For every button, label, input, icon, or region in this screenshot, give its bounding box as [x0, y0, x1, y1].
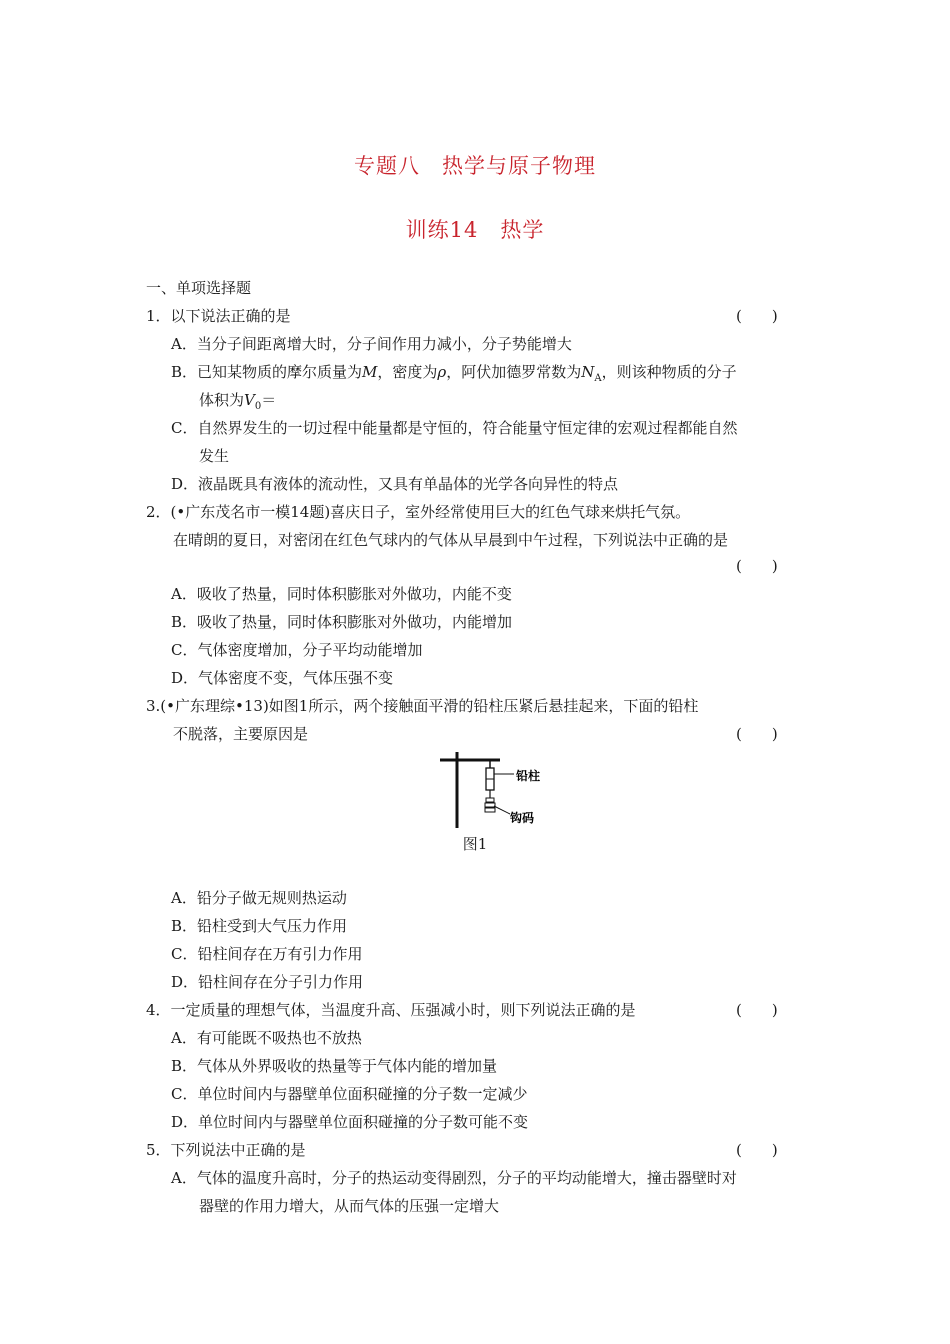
q5-stem: 5．下列说法中正确的是: [146, 1141, 306, 1159]
lead-cylinder-figure: [430, 748, 570, 828]
q1-option-a: A．当分子间距离增大时，分子间作用力减小，分子势能增大: [171, 335, 572, 353]
q3-answer-bracket: ( ): [736, 725, 778, 743]
q1-option-c: C．自然界发生的一切过程中能量都是守恒的，符合能量守恒定律的宏观过程都能自然: [171, 419, 738, 437]
q2-answer-bracket: ( ): [736, 557, 778, 575]
q2-option-a: A．吸收了热量，同时体积膨胀对外做功，内能不变: [171, 585, 512, 603]
figure-caption: 图1: [462, 835, 488, 853]
q1-option-d: D．液晶既具有液体的流动性，又具有单晶体的光学各向异性的特点: [171, 475, 619, 493]
q5-option-a-cont: 器壁的作用力增大，从而气体的压强一定增大: [199, 1197, 500, 1215]
q2-stem-cont: 在晴朗的夏日，对密闭在红色气球内的气体从早晨到中午过程，下列说法中正确的是: [173, 531, 729, 549]
q4-stem: 4．一定质量的理想气体，当温度升高、压强减小时，则下列说法正确的是: [146, 1001, 636, 1019]
q4-option-c: C．单位时间内与器壁单位面积碰撞的分子数一定减少: [171, 1085, 528, 1103]
q2-option-d: D．气体密度不变，气体压强不变: [171, 669, 394, 687]
topic-title: 专题八 热学与原子物理: [354, 154, 596, 178]
q1-option-b-cont: 体积为$V_0=$: [199, 391, 277, 412]
q2-stem: 2．(•广东茂名市一模14题)喜庆日子，室外经常使用巨大的红色气球来烘托气氛。: [146, 503, 691, 521]
figure-label-weight: 钩码: [510, 811, 535, 825]
q2-option-c: C．气体密度增加，分子平均动能增加: [171, 641, 423, 659]
q1-answer-bracket: ( ): [736, 307, 778, 325]
q3-option-d: D．铅柱间存在分子引力作用: [171, 973, 364, 991]
q3-stem-cont: 不脱落，主要原因是: [173, 725, 309, 743]
training-title: 训练14 热学: [405, 218, 545, 242]
section-title: 一、单项选择题: [146, 279, 252, 297]
q4-option-a: A．有可能既不吸热也不放热: [171, 1029, 362, 1047]
q5-answer-bracket: ( ): [736, 1141, 778, 1159]
figure-label-lead: 铅柱: [516, 769, 541, 783]
q4-option-d: D．单位时间内与器壁单位面积碰撞的分子数可能不变: [171, 1113, 529, 1131]
q3-option-b: B．铅柱受到大气压力作用: [171, 917, 348, 935]
q1-option-c-cont: 发生: [199, 447, 230, 465]
q3-stem: 3.(•广东理综•13)如图1所示，两个接触面平滑的铅柱压紧后悬挂起来，下面的铅柱: [146, 697, 699, 715]
q1-stem: 1．以下说法正确的是: [146, 307, 291, 325]
q2-option-b: B．吸收了热量，同时体积膨胀对外做功，内能增加: [171, 613, 513, 631]
q1-option-b: B．已知某物质的摩尔质量为M，密度为ρ，阿伏加德罗常数为$N_A$，则该种物质的分子: [171, 363, 737, 384]
q3-option-a: A．铅分子做无规则热运动: [171, 889, 347, 907]
q3-option-c: C．铅柱间存在万有引力作用: [171, 945, 363, 963]
q4-answer-bracket: ( ): [736, 1001, 778, 1019]
q5-option-a: A．气体的温度升高时，分子的热运动变得剧烈，分子的平均动能增大，撞击器壁时对: [171, 1169, 737, 1187]
q4-option-b: B．气体从外界吸收的热量等于气体内能的增加量: [171, 1057, 498, 1075]
